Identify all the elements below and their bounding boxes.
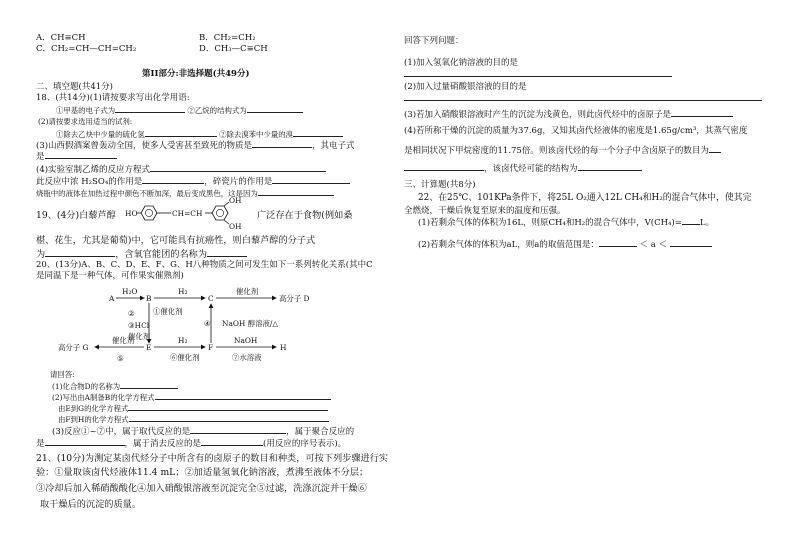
q22-line2: 全燃烧，干燥后恢复至原来的温度和压强。 <box>404 206 566 216</box>
q20-f-h-label: 由F到H的化学方程式 <box>58 415 129 424</box>
blank <box>671 108 733 117</box>
label-s5: ⑤ <box>117 354 124 363</box>
label-naoh-alc: NaOH 醇溶液/△ <box>222 319 279 328</box>
r-q4-line3 <box>404 162 642 175</box>
blank <box>128 402 328 411</box>
r-q3-label: (3)若加入硝酸银溶液时产生的沉淀为浅黄色，则此卤代烃中的卤原子是 <box>404 110 672 120</box>
q19-line1-end: 广泛存在于食物(例如桑 <box>257 210 353 221</box>
struct-oh-2: OH <box>229 222 242 231</box>
blank <box>155 391 331 400</box>
q22-line1: 22、在25℃、101KPa条件下，将25L O₂通入12L CH₄和H₂的混合气体中，使其完 <box>418 193 752 203</box>
q18-h2s-label: ①除去乙炔中少量的硫化氢 <box>56 130 145 139</box>
q20-d-name-label: (1)化合物D的名称为 <box>52 382 121 391</box>
label-s3b: 催化剂 <box>128 332 151 341</box>
blank <box>599 238 637 247</box>
q18-ethylene-label: (4)实验室制乙烯的反应方程式 <box>36 165 151 175</box>
label-cat-bottom: 催化剂 <box>112 336 135 345</box>
q18-ethane-label: ②乙烷的结构式为 <box>187 106 247 115</box>
q20-ans6 <box>36 437 346 450</box>
benzene-ring-1 <box>141 206 157 220</box>
node-e: E <box>146 343 152 352</box>
answer-line <box>404 76 672 77</box>
node-f: F <box>208 343 214 352</box>
choice-a: A．CH≡CH <box>36 33 86 43</box>
blank <box>120 380 178 389</box>
section-fill-blank: 二、填空题(共41分) <box>36 82 113 92</box>
reaction-scheme <box>58 287 310 363</box>
blank <box>129 413 329 422</box>
q22-part2 <box>418 238 712 251</box>
label-cat-top: 催化剂 <box>236 287 259 296</box>
q20-e-g-label: 由E到G的化学方程式 <box>58 404 129 413</box>
resveratrol-structure <box>125 196 242 231</box>
node-h: H <box>280 343 287 352</box>
struct-ch: CH=CH <box>172 209 203 218</box>
blank <box>670 238 712 247</box>
node-g: 高分子 G <box>58 343 89 352</box>
q19-line2: 椹、花生，尤其是葡萄)中，它可能具有抗癌性，则白藜芦醇的分子式 <box>36 235 316 246</box>
q22-part1-unit: L。 <box>699 218 715 228</box>
label-s6: ⑥催化剂 <box>170 353 200 362</box>
node-d: 高分子 D <box>279 294 310 303</box>
label-s3: ③HCl <box>128 321 150 330</box>
choice-b: B．CH₂=CH₂ <box>199 33 256 43</box>
r-q1: (1)加入氢氧化钠溶液的目的是 <box>404 58 519 68</box>
q18-black-label: 烧瓶中的液体在加热过程中颜色不断加深，最后变成黑色，这是因为 <box>36 189 258 198</box>
q18-methyl-label: ①甲基的电子式为 <box>56 106 116 115</box>
label-s1: ①催化剂 <box>153 307 183 316</box>
r-q4-line1: (4)若所称干燥的沉淀的质量为37.6g，又知其卤代烃液体的密度是1.65g/cm³，其蒸气密度 <box>404 126 748 136</box>
blank <box>578 162 642 171</box>
blank <box>201 437 263 446</box>
q20-elimination-label: ，属于消去反应的是 <box>124 439 202 449</box>
q18-methanol-label: (3)山西假酒案曾轰动全国，使多人受害甚至致死的物质是 <box>36 141 253 151</box>
r-q4-count-label: 是相同状况下甲烷密度的11.75倍。则该卤代烃的每一个分子中含卤原子的数目为 <box>404 146 709 156</box>
q20-line1: 20、(13分)A、B、C、D、E、F、G、H八种物质之间可发生如下一系列转化关系(其中C <box>36 260 373 270</box>
node-a: A <box>109 294 115 303</box>
q21-line4: 取干燥后的沉淀的质量。 <box>40 499 142 510</box>
r-q4-line2 <box>404 144 721 157</box>
blank <box>404 162 484 171</box>
label-s2: ② <box>128 309 135 318</box>
label-h2-top: H₂ <box>178 287 188 296</box>
r-q3 <box>404 108 733 121</box>
blank <box>45 437 125 446</box>
struct-ho: HO <box>125 209 138 218</box>
q18-electron-label: ，其电子式 <box>312 141 355 151</box>
blank <box>682 216 700 225</box>
q19-line1-start: 19、(4分)白藜芦醇 <box>36 210 116 221</box>
q20-intro: 请回答: <box>50 370 75 379</box>
r-q4-struct-label: ，该卤代烃可能的结构为 <box>484 164 578 174</box>
q22-range: ＜ a ＜ <box>639 240 668 250</box>
q20-line2: 是同温下是一种气体，可作果实催熟剂) <box>36 271 184 281</box>
blank <box>709 144 721 153</box>
label-s7: ⑦水溶液 <box>232 353 262 362</box>
r-questions: 回答下列问题： <box>404 36 464 46</box>
q18-h2so4-label: 此反应中浓 H₂SO₄的作用是 <box>36 177 143 187</box>
q18-br-label: ②除去溴苯中少量的溴 <box>219 130 293 139</box>
q21-line3: ③冷却后加入稀硝酸酸化④加入硝酸银溶液至沉淀完全⑤过滤，洗涤沉淀并干燥⑥ <box>36 483 367 494</box>
label-h2-bottom: H₂ <box>178 336 188 345</box>
q21-line2: 验：①量取该卤代烃液体11.4 mL；②加适量氢氧化钠溶液，煮沸至液体不分层； <box>36 467 369 478</box>
answer-line <box>404 100 762 101</box>
q18-shi: 是 <box>36 152 45 162</box>
q20-substitution-label: (3)反应①~⑦中，属于取代反应的是 <box>52 427 191 437</box>
node-b: B <box>146 294 152 303</box>
q22-part1 <box>418 216 714 229</box>
label-h2o: H₂O <box>122 287 138 296</box>
blank <box>190 425 286 434</box>
q18-line3: (2)请按要求选用适当的试剂: <box>38 117 133 126</box>
q22-part1-label: (1)若剩余气体的体积为16L，则原CH₄和H₂的混合气体中，V(CH₄)= <box>418 218 682 228</box>
q20-ans4 <box>58 413 329 425</box>
node-c: C <box>208 294 214 303</box>
benzene-ring-2 <box>212 206 228 220</box>
q20-seq-note: (用反应的序号表示)。 <box>263 439 347 449</box>
q20-polymer-label: ，属于聚合反应的 <box>286 427 355 437</box>
part2-title: 第II部分:非选择题(共49分) <box>142 69 250 79</box>
section-calculation: 三、计算题(共8分) <box>404 180 476 190</box>
struct-oh-1: OH <box>229 196 242 205</box>
q18-porcelain-label: ，碎瓷片的作用是 <box>204 177 273 187</box>
label-s4: ④ <box>204 319 211 328</box>
q20-shi2: 是 <box>36 439 45 449</box>
q19-formula-label: 为 <box>36 249 46 260</box>
q21-line1: 21、(10分)为测定某卤代烃分子中所含有的卤原子的数目和种类，可按下列步骤进行实 <box>36 453 389 464</box>
q19-group-label: ，含氧官能团的名称为 <box>115 249 208 260</box>
r-q2: (2)加入过量硝酸银溶液的目的是 <box>404 82 527 92</box>
q22-part2-label: (2)若剩余气体的体积为aL，则a的取值范围是： <box>418 240 599 250</box>
label-naoh: NaOH <box>234 336 258 345</box>
q18-line1: 18、(共14分)(1)请按要求写出化学用语: <box>36 93 190 103</box>
choice-c: C．CH₂=CH—CH=CH₂ <box>36 44 137 54</box>
choice-d: D．CH₃—C≡CH <box>199 44 268 54</box>
q20-a-b-label: (2)写出由A制备B的化学方程式 <box>52 393 155 402</box>
